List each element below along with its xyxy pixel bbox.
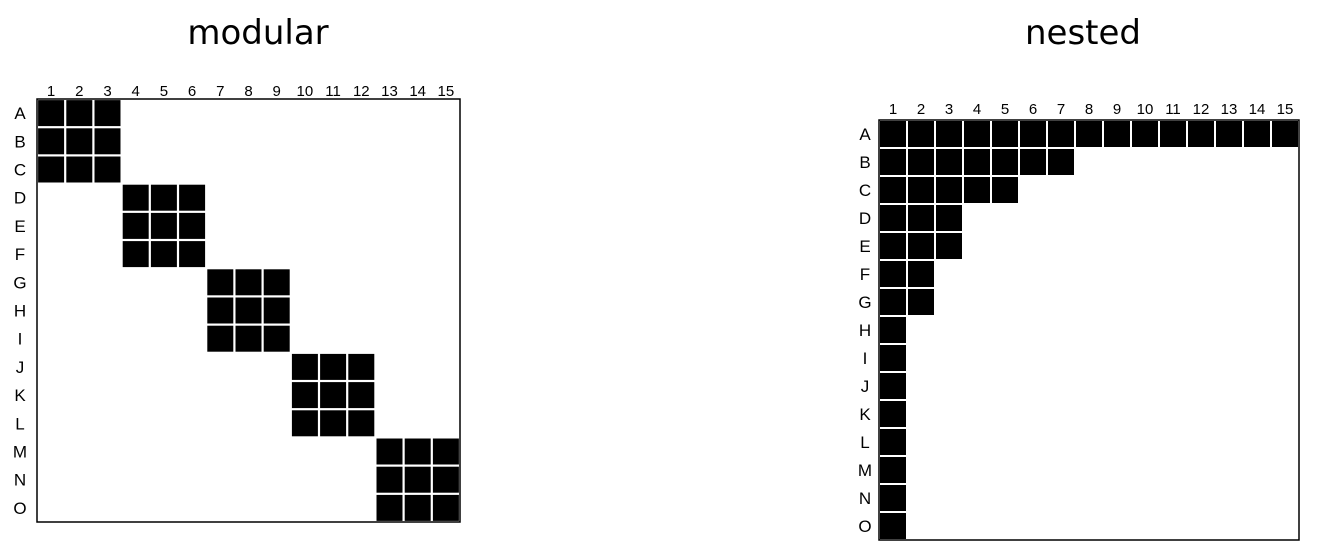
nested-filled-cell	[936, 205, 962, 231]
modular-row-label: A	[14, 104, 26, 124]
nested-col-label: 3	[944, 101, 954, 118]
modular-row-label: L	[15, 414, 25, 434]
nested-filled-cell	[908, 233, 934, 259]
nested-filled-cell	[880, 373, 906, 399]
nested-col-label: 13	[1220, 101, 1238, 118]
modular-filled-cell	[207, 269, 233, 295]
modular-filled-cell	[95, 157, 121, 183]
modular-row-label: J	[15, 357, 25, 377]
nested-row-label: A	[859, 125, 871, 144]
modular-filled-cell	[236, 326, 262, 352]
modular-col-label: 7	[216, 83, 225, 100]
modular-filled-cell	[377, 467, 403, 493]
modular-filled-cell	[377, 495, 403, 521]
nested-matrix	[858, 101, 1299, 540]
modular-filled-cell	[405, 495, 431, 521]
nested-filled-cell	[880, 485, 906, 511]
nested-filled-cell	[880, 401, 906, 427]
modular-row-label: B	[14, 132, 26, 152]
modular-filled-cell	[433, 439, 459, 465]
nested-row-label: B	[859, 153, 871, 172]
modular-filled-cell	[151, 241, 177, 267]
modular-col-label: 13	[381, 83, 398, 100]
modular-filled-cell	[405, 467, 431, 493]
nested-row-label: H	[858, 321, 872, 340]
nested-filled-cell	[992, 149, 1018, 175]
modular-col-label: 9	[272, 83, 281, 100]
modular-filled-cell	[348, 410, 374, 436]
nested-row-label: M	[857, 461, 873, 480]
modular-filled-cell	[320, 410, 346, 436]
nested-row-label: J	[860, 377, 870, 396]
modular-filled-cell	[66, 128, 92, 154]
modular-filled-cell	[95, 100, 121, 126]
modular-filled-cell	[123, 213, 149, 239]
modular-filled-cell	[236, 298, 262, 324]
modular-filled-cell	[179, 241, 205, 267]
modular-filled-cell	[207, 298, 233, 324]
nested-filled-cell	[1160, 121, 1186, 147]
nested-filled-cell	[908, 121, 934, 147]
nested-filled-cell	[992, 121, 1018, 147]
nested-row-label: O	[858, 517, 872, 536]
nested-filled-cell	[964, 149, 990, 175]
modular-col-label: 15	[437, 83, 455, 100]
modular-row-label: I	[17, 329, 23, 349]
nested-col-label: 1	[888, 101, 898, 118]
modular-filled-cell	[151, 213, 177, 239]
modular-col-label: 3	[103, 83, 112, 100]
nested-filled-cell	[908, 205, 934, 231]
modular-col-label: 6	[187, 83, 197, 100]
nested-col-label: 9	[1112, 101, 1122, 118]
nested-col-label: 6	[1028, 101, 1038, 118]
modular-filled-cell	[264, 326, 290, 352]
nested-filled-cell	[936, 233, 962, 259]
nested-filled-cell	[908, 177, 934, 203]
nested-col-label: 7	[1056, 101, 1066, 118]
nested-filled-cell	[1076, 121, 1102, 147]
modular-filled-cell	[292, 382, 318, 408]
nested-filled-cell	[880, 261, 906, 287]
modular-row-label: E	[14, 216, 26, 236]
nested-filled-cell	[1048, 149, 1074, 175]
nested-title: nested	[1024, 13, 1141, 53]
modular-filled-cell	[123, 185, 149, 211]
nested-filled-cell	[936, 121, 962, 147]
modular-title: modular	[187, 13, 329, 53]
modular-row-label: H	[13, 301, 27, 321]
nested-col-label: 8	[1084, 101, 1094, 118]
nested-filled-cell	[1216, 121, 1242, 147]
nested-filled-cell	[908, 289, 934, 315]
modular-row-label: N	[13, 470, 27, 490]
modular-filled-cell	[292, 354, 318, 380]
nested-row-label: L	[860, 433, 870, 452]
nested-filled-cell	[936, 177, 962, 203]
modular-filled-cell	[236, 269, 262, 295]
modular-filled-cell	[95, 128, 121, 154]
nested-col-label: 15	[1276, 101, 1294, 118]
modular-row-label: F	[14, 245, 26, 265]
nested-filled-cell	[880, 149, 906, 175]
nested-filled-cell	[908, 149, 934, 175]
modular-filled-cell	[405, 439, 431, 465]
modular-filled-cell	[264, 269, 290, 295]
modular-filled-cell	[292, 410, 318, 436]
nested-filled-cell	[1272, 121, 1298, 147]
modular-col-label: 1	[46, 83, 56, 100]
nested-row-label: N	[858, 489, 872, 508]
nested-filled-cell	[880, 289, 906, 315]
modular-matrix	[13, 83, 460, 522]
modular-col-label: 14	[409, 83, 427, 100]
modular-col-label: 2	[75, 83, 84, 100]
nested-row-label: F	[859, 265, 871, 284]
nested-filled-cell	[880, 345, 906, 371]
modular-row-label: O	[13, 498, 27, 518]
modular-row-label: G	[13, 273, 27, 293]
modular-filled-cell	[320, 382, 346, 408]
modular-col-label: 4	[131, 83, 140, 100]
nested-filled-cell	[1020, 121, 1046, 147]
modular-filled-cell	[38, 100, 64, 126]
nested-col-label: 11	[1165, 101, 1181, 118]
modular-filled-cell	[38, 128, 64, 154]
nested-row-label: D	[858, 209, 872, 228]
modular-filled-cell	[377, 439, 403, 465]
nested-filled-cell	[880, 457, 906, 483]
modular-col-label: 8	[244, 83, 253, 100]
nested-col-label: 12	[1192, 101, 1210, 118]
modular-filled-cell	[433, 467, 459, 493]
nested-filled-cell	[908, 261, 934, 287]
modular-filled-cell	[151, 185, 177, 211]
nested-filled-cell	[1188, 121, 1214, 147]
nested-filled-cell	[880, 317, 906, 343]
nested-filled-cell	[1244, 121, 1270, 147]
modular-row-label: K	[14, 386, 26, 406]
nested-col-label: 14	[1248, 101, 1266, 118]
nested-filled-cell	[880, 177, 906, 203]
modular-filled-cell	[123, 241, 149, 267]
modular-col-label: 5	[159, 83, 169, 100]
nested-col-label: 2	[916, 101, 926, 118]
modular-row-label: C	[13, 160, 27, 180]
modular-row-label: D	[13, 188, 27, 208]
modular-filled-cell	[348, 382, 374, 408]
nested-filled-cell	[880, 121, 906, 147]
modular-filled-cell	[320, 354, 346, 380]
nested-row-label: E	[859, 237, 871, 256]
modular-filled-cell	[348, 354, 374, 380]
nested-filled-cell	[880, 233, 906, 259]
modular-filled-cell	[179, 213, 205, 239]
modular-filled-cell	[264, 298, 290, 324]
nested-row-label: I	[862, 349, 868, 368]
modular-filled-cell	[66, 100, 92, 126]
nested-row-label: K	[859, 405, 871, 424]
modular-col-label: 12	[352, 83, 370, 100]
nested-filled-cell	[1132, 121, 1158, 147]
nested-row-label: G	[858, 293, 872, 312]
nested-filled-cell	[992, 177, 1018, 203]
nested-col-label: 4	[972, 101, 982, 118]
modular-filled-cell	[66, 157, 92, 183]
modular-filled-cell	[207, 326, 233, 352]
modular-filled-cell	[433, 495, 459, 521]
nested-filled-cell	[1020, 149, 1046, 175]
nested-filled-cell	[964, 121, 990, 147]
nested-filled-cell	[964, 177, 990, 203]
nested-filled-cell	[1104, 121, 1130, 147]
nested-filled-cell	[880, 429, 906, 455]
nested-filled-cell	[880, 513, 906, 539]
nested-row-label: C	[858, 181, 872, 200]
modular-col-label: 10	[296, 83, 314, 100]
nested-col-label: 5	[1000, 101, 1010, 118]
nested-filled-cell	[1048, 121, 1074, 147]
nested-col-label: 10	[1136, 101, 1154, 118]
nested-filled-cell	[936, 149, 962, 175]
modular-filled-cell	[179, 185, 205, 211]
modular-filled-cell	[38, 157, 64, 183]
modular-row-label: M	[12, 442, 28, 462]
nested-filled-cell	[880, 205, 906, 231]
modular-col-label: 11	[325, 83, 341, 100]
